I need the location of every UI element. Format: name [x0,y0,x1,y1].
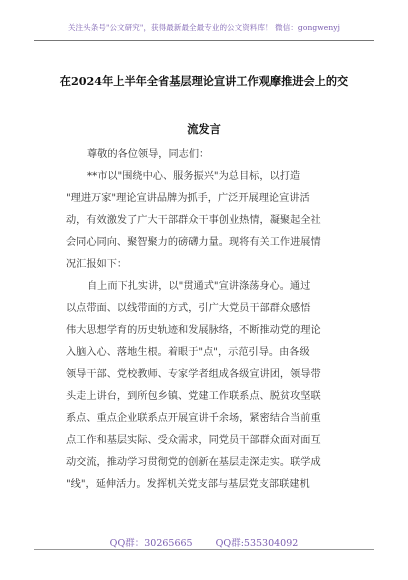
paragraph-line: 动交流，推动学习贯彻党的创新在基层走深走实。联学成 [66,457,321,468]
footer-contact [0,535,408,549]
header-divider [34,40,374,41]
paragraph-line: 会同心同向、聚智聚力的磅礴力量。现将有关工作进展情 [66,237,321,248]
document-title-line-1: 在2024年上半年全省基层理论宣讲工作观摩推进会上的交 [59,74,349,88]
paragraph-line: **市以"围绕中心、服务振兴"为总目标，以打造 [87,171,301,182]
header-banner: 关注头条号"公文研究"，获得最新最全最专业的公文资料库！ 微信：gongwenyj [67,23,341,32]
footer-qq-group-2: QQ群:535304092 [215,538,299,549]
footer-divider [34,549,374,550]
document-body [66,144,356,496]
paragraph-line: 领导干部、党校教师、专家学者组成各级宣讲团，领导带 [66,369,321,380]
paragraph-line: 以点带面、以线带面的方式，引广大党员干部群众感悟 [66,303,311,314]
paragraph-line: 动，有效激发了广大干部群众干事创业热情，凝聚起全社 [66,215,321,226]
paragraph-line: 自上而下扎实讲，以"贯通式"宣讲涤荡身心。通过 [87,281,311,292]
paragraph-line: 系点、重点企业联系点开展宣讲千余场，紧密结合当前重 [66,413,321,424]
paragraph-line: "线"，延伸活力。发挥机关党支部与基层党支部联建机 [66,479,310,490]
paragraph-line: 伟大思想学育的历史轨迹和发展脉络，不断推动党的理论 [66,325,321,336]
paragraph-line: 头走上讲台，到所包乡镇、党建工作联系点、脱贫攻坚联 [66,391,321,402]
footer-qq-group-1: QQ群：30265665 [109,538,193,549]
document-title-line-2: 流发言 [187,122,221,136]
paragraph-line: 点工作和基层实际、受众需求，同党员干部群众面对面互 [66,435,321,446]
salutation: 尊敬的各位领导，同志们： [87,149,210,160]
paragraph-line: 入脑入心、落地生根。着眼于"点"，示范引导。由各级 [66,347,310,358]
paragraph-line: "理进万家"理论宣讲品牌为抓手，广泛开展理论宣讲活 [66,193,310,204]
paragraph-line: 况汇报如下： [66,259,128,270]
